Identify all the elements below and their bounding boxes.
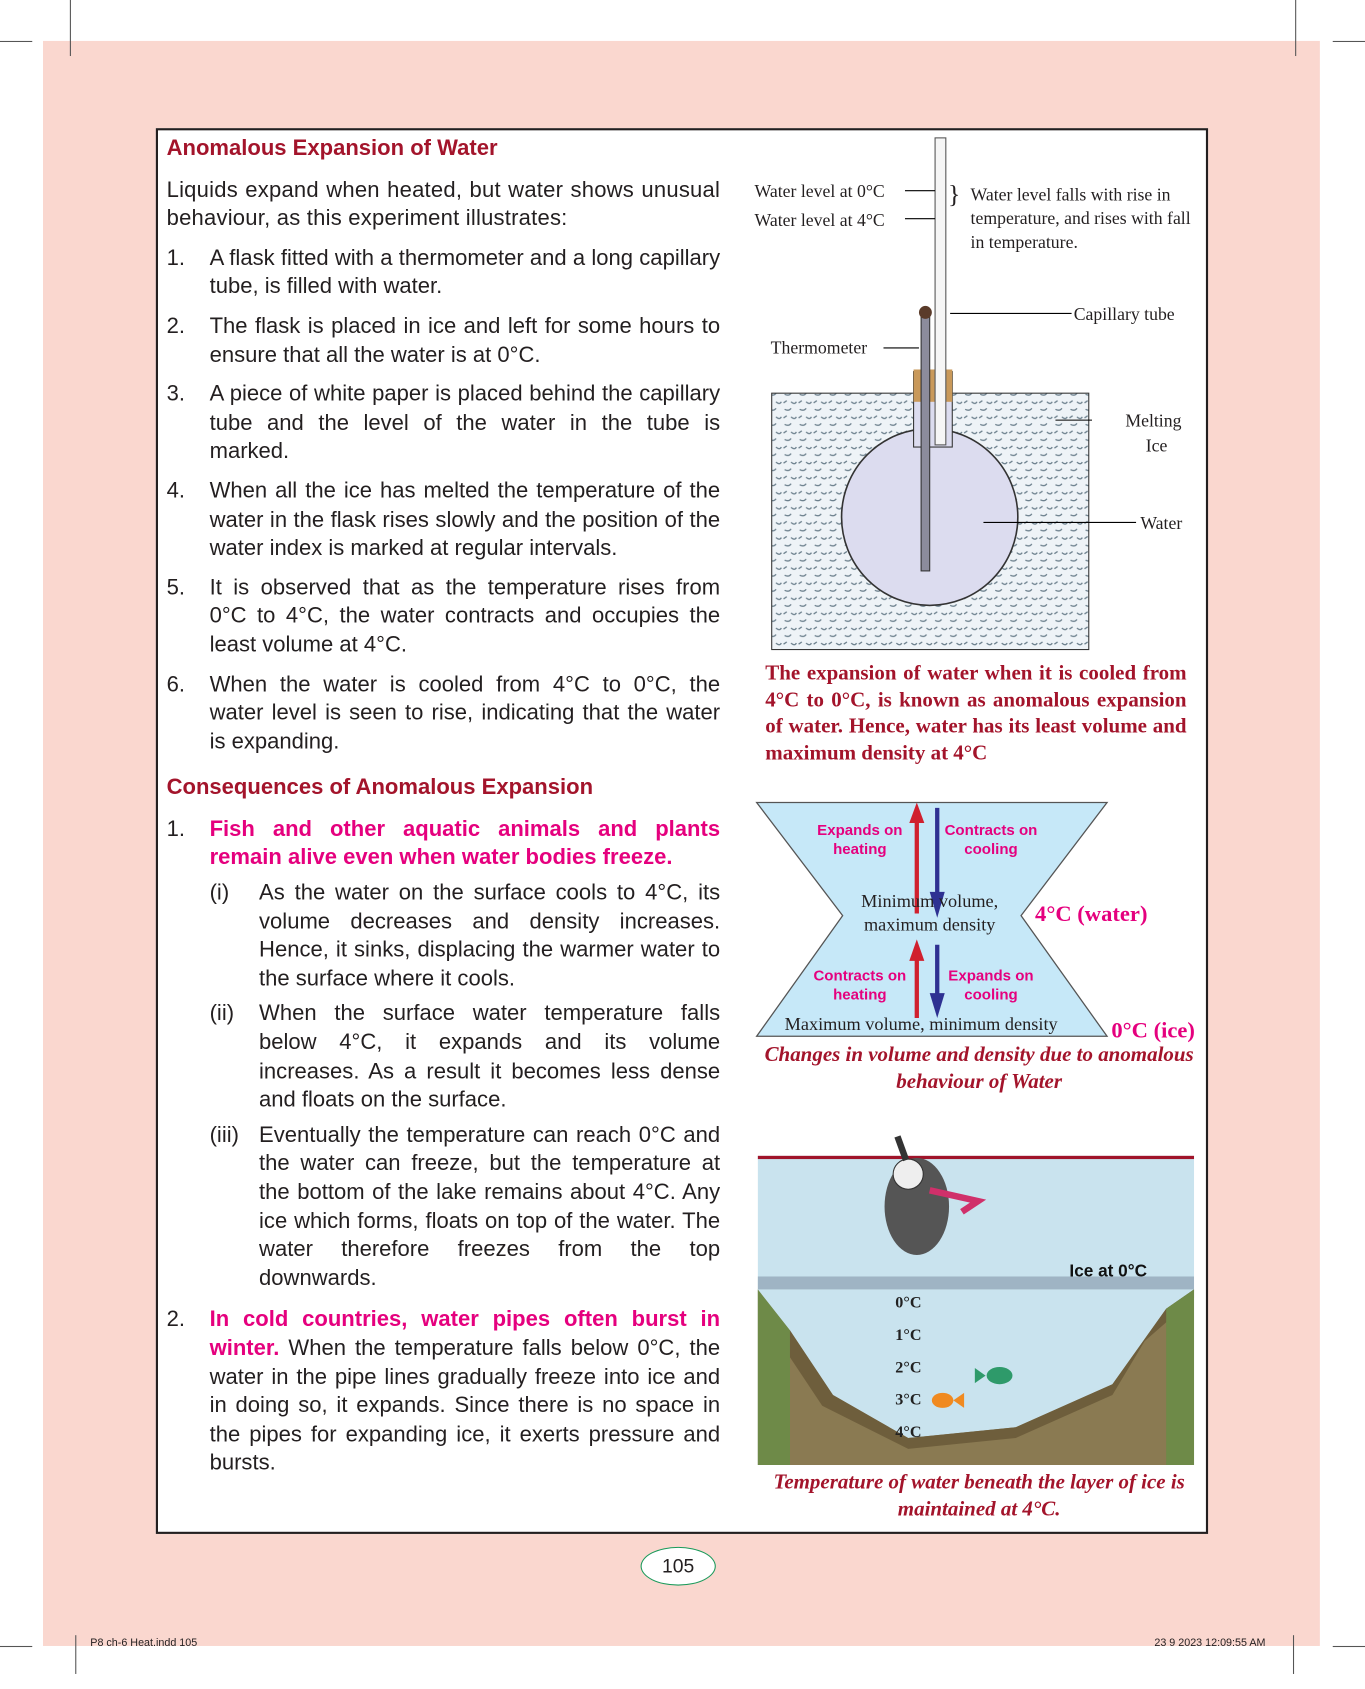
label-ice: Ice [1145, 435, 1168, 456]
crop-mark [70, 0, 71, 56]
sub-point-number: (i) [209, 880, 230, 905]
temperature-label: 4°C [895, 1424, 922, 1442]
crop-mark [0, 1646, 32, 1647]
step-number: 5. [166, 574, 185, 600]
label-ice-at-0c: Ice at 0°C [1069, 1262, 1148, 1281]
lake-caption: Temperature of water beneath the layer of ice is maintained at 4°C. [773, 1471, 1185, 1521]
consequence-1-points [167, 879, 721, 1293]
label-thermometer: Thermometer [770, 337, 868, 358]
footer-timestamp: 23 9 2023 12:09:55 AM [1154, 1637, 1266, 1650]
intro-paragraph: Liquids expand when heated, but water shows unusual behaviour, as this experiment illustrates: [166, 177, 721, 231]
sub-point [167, 1000, 721, 1115]
sub-point-text: Eventually the temperature can reach 0°C and the water can freeze, but the temperature at the bottom of the lake remains about 4°C. Any ice which forms, floats on top of the water. The water therefore freezes from the top downwards. [259, 1122, 721, 1291]
label-expands-heating: Expands on heating [817, 820, 903, 858]
sub-point [167, 879, 721, 994]
sub-point-number: (ii) [209, 1001, 235, 1026]
step-number: 2. [166, 313, 185, 339]
step-item [167, 244, 721, 301]
label-water-level-4: Water level at 4°C [754, 210, 885, 231]
step-item [167, 380, 721, 466]
label-contracts-cooling: Contracts on cooling [944, 820, 1038, 858]
step-number: 3. [166, 381, 185, 407]
step-text: When all the ice has melted the temperature of the water in the flask rises slowly and the position of the water index is marked at regular intervals. [209, 478, 721, 561]
footer-file: P8 ch-6 Heat.indd 105 [90, 1637, 198, 1650]
step-item [167, 477, 721, 563]
step-number: 6. [166, 671, 185, 697]
brace-icon: } [947, 180, 961, 209]
temperature-label: 3°C [895, 1391, 922, 1409]
step-text: It is observed that as the temperature rises from 0°C to 4°C, the water contracts and occupies the least volume at 4°C. [209, 574, 721, 657]
label-0c-ice: 0°C (ice) [1111, 1016, 1195, 1043]
consequence-1-title: Fish and other aquatic animals and plants remain alive even when water bodies freeze. [209, 816, 721, 870]
label-water-level-0: Water level at 0°C [754, 180, 885, 202]
crop-mark [1333, 1646, 1365, 1647]
crop-mark [0, 41, 32, 42]
step-text: When the water is cooled from 4°C to 0°C, the water level is seen to rise, indicating that the water is expanding. [209, 671, 721, 754]
crop-mark [75, 1635, 76, 1674]
thermometer-bulb-top [919, 306, 932, 319]
label-4c-water: 4°C (water) [1035, 900, 1148, 927]
sub-point-number: (iii) [209, 1122, 239, 1148]
sub-point-text: As the water on the surface cools to 4°C, its volume decreases and density increases. Hence, it sinks, displacing the warmer water to the surface where it cools. [259, 880, 721, 991]
label-contracts-heating: Contracts on heating [813, 966, 907, 1003]
step-text: A flask fitted with a thermometer and a long capillary tube, is filled with water. [209, 245, 721, 299]
page-number: 105 [641, 1547, 716, 1586]
step-number: 1. [166, 245, 185, 271]
step-text: A piece of white paper is placed behind the capillary tube and the level of the water in the tube is marked. [209, 381, 721, 464]
consequences-title: Consequences of Anomalous Expansion [166, 774, 594, 800]
hourglass-caption: Changes in volume and density due to anomalous behaviour of Water [764, 1043, 1194, 1093]
step-item [167, 671, 721, 757]
consequence-2-title: In cold countries, water pipes often burst in winter. [209, 1307, 721, 1361]
label-min-volume: Minimum volume, maximum density [861, 890, 999, 936]
step-item [167, 574, 721, 660]
step-text: The flask is placed in ice and left for some hours to ensure that all the water is at 0°C. [209, 313, 721, 367]
step-number: 4. [166, 478, 185, 503]
label-water: Water [1140, 512, 1183, 534]
left-column [167, 135, 721, 1478]
cork [914, 369, 953, 401]
capillary-tube [935, 138, 946, 445]
thermometer [921, 312, 930, 571]
label-max-volume: Maximum volume, minimum density [784, 1013, 1058, 1035]
sub-point-text: When the surface water temperature falls below 4°C, it expands and its volume increases. As a result it becomes less dense and floats on the surface. [259, 1001, 721, 1112]
consequence-1: 1. Fish and other aquatic animals and plants remain alive even when water bodies freeze. [167, 815, 721, 872]
consequence-2: 2. In cold countries, water pipes often burst in winter. When the temperature falls below 0°C, the water in the pipe lines gradually freeze into ice and in doing so, it expands. Since there is no space in the pipes for expanding ice, it exerts pressure and bursts. [166, 1307, 721, 1476]
crop-mark [1333, 41, 1365, 42]
temperature-label: 0°C [895, 1294, 922, 1313]
temperature-label: 1°C [895, 1327, 922, 1345]
label-melting: Melting [1125, 410, 1182, 431]
sub-point [167, 1121, 721, 1293]
experiment-steps [167, 244, 721, 756]
label-level-note: Water level falls with rise in temperature, and rises with fall in temperature. [970, 184, 1191, 253]
section-title: Anomalous Expansion of Water [166, 135, 498, 161]
lake-illustration [758, 1126, 1194, 1465]
flask-caption: The expansion of water when it is cooled from 4°C to 0°C, is known as anomalous expansion of water. Hence, water has its least volume and maximum density at 4°C [765, 662, 1187, 765]
crop-mark [1293, 1635, 1294, 1674]
label-expands-cooling: Expands on cooling [948, 966, 1034, 1003]
temperature-label: 2°C [895, 1359, 922, 1377]
crop-mark [1295, 0, 1296, 56]
consequence-2-text: When the temperature falls below 0°C, the water in the pipe lines gradually freeze into ice and in doing so, it expands. Since there is no space in the pipes for expanding ice, it exerts pressure and bursts. [209, 1335, 721, 1476]
label-capillary: Capillary tube [1073, 303, 1175, 325]
step-item [167, 312, 721, 369]
